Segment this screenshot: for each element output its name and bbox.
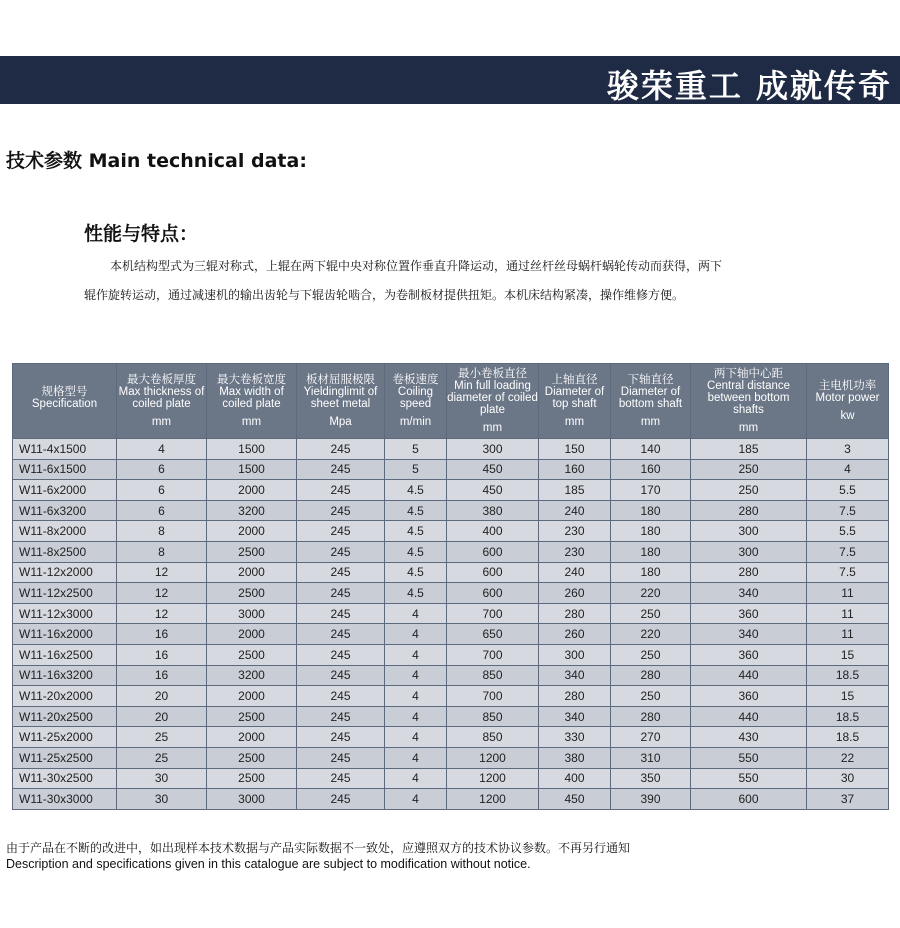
table-cell: 300 <box>691 521 807 542</box>
table-cell: 300 <box>539 644 611 665</box>
table-cell: 3000 <box>207 603 297 624</box>
table-cell: 450 <box>447 459 539 480</box>
table-cell: 30 <box>807 768 889 789</box>
table-cell: 180 <box>611 562 691 583</box>
banner-slogan: 骏荣重工 成就传奇 <box>606 67 892 105</box>
table-cell: 245 <box>297 583 385 604</box>
table-cell: 22 <box>807 747 889 768</box>
table-cell: 245 <box>297 706 385 727</box>
table-cell: 245 <box>297 686 385 707</box>
column-header-unit: kw <box>840 410 855 422</box>
column-header-en: Max width of coiled plate <box>219 386 284 410</box>
table-cell: W11-20x2000 <box>13 686 117 707</box>
table-cell: 30 <box>117 789 207 810</box>
column-header <box>691 364 807 439</box>
table-cell: 280 <box>539 686 611 707</box>
table-cell: 440 <box>691 706 807 727</box>
table-cell: 15 <box>807 686 889 707</box>
table-cell: 3 <box>807 439 889 460</box>
table-row <box>13 541 889 562</box>
table-cell: 8 <box>117 521 207 542</box>
table-cell: W11-20x2500 <box>13 706 117 727</box>
table-cell: 1500 <box>207 439 297 460</box>
table-row <box>13 768 889 789</box>
table-cell: 7.5 <box>807 541 889 562</box>
table-cell: 2500 <box>207 644 297 665</box>
table-cell: W11-25x2000 <box>13 727 117 748</box>
table-cell: 4 <box>385 624 447 645</box>
table-cell: 12 <box>117 603 207 624</box>
table-cell: 160 <box>539 459 611 480</box>
table-row <box>13 500 889 521</box>
table-cell: 240 <box>539 562 611 583</box>
column-header-en: Max thickness of coiled plate <box>118 386 205 410</box>
table-cell: 600 <box>447 562 539 583</box>
table-cell: 600 <box>447 583 539 604</box>
table-cell: 185 <box>691 439 807 460</box>
table-cell: W11-12x2000 <box>13 562 117 583</box>
table-cell: 4.5 <box>385 500 447 521</box>
table-cell: 185 <box>539 480 611 501</box>
table-cell: 245 <box>297 768 385 789</box>
table-cell: W11-30x3000 <box>13 789 117 810</box>
table-cell: 7.5 <box>807 500 889 521</box>
table-cell: 3200 <box>207 500 297 521</box>
table-cell: 2500 <box>207 768 297 789</box>
table-cell: 430 <box>691 727 807 748</box>
column-header-unit: Mpa <box>329 416 352 428</box>
column-header <box>117 364 207 439</box>
table-row <box>13 706 889 727</box>
table-cell: 2000 <box>207 480 297 501</box>
table-cell: 4 <box>385 686 447 707</box>
table-cell: W11-16x3200 <box>13 665 117 686</box>
table-cell: 16 <box>117 665 207 686</box>
column-header-cn: 主电机功率 <box>818 380 877 392</box>
table-cell: 4 <box>385 789 447 810</box>
column-header-unit: m/min <box>399 416 432 428</box>
table-cell: 8 <box>117 541 207 562</box>
column-header-en: Min full loading diameter of coiled plate <box>447 380 538 416</box>
table-row <box>13 480 889 501</box>
table-cell: 260 <box>539 624 611 645</box>
table-cell: 380 <box>539 747 611 768</box>
table-cell: W11-4x1500 <box>13 439 117 460</box>
table-cell: 850 <box>447 727 539 748</box>
table-cell: 5 <box>385 459 447 480</box>
table-cell: 245 <box>297 541 385 562</box>
table-cell: 230 <box>539 541 611 562</box>
table-cell: 11 <box>807 583 889 604</box>
table-cell: 12 <box>117 562 207 583</box>
table-cell: 230 <box>539 521 611 542</box>
table-cell: 700 <box>447 644 539 665</box>
table-cell: 850 <box>447 706 539 727</box>
table-row <box>13 624 889 645</box>
table-cell: 1200 <box>447 789 539 810</box>
table-cell: 245 <box>297 459 385 480</box>
table-cell: 16 <box>117 624 207 645</box>
table-cell: W11-16x2000 <box>13 624 117 645</box>
table-cell: 245 <box>297 500 385 521</box>
table-cell: 4 <box>385 727 447 748</box>
table-cell: 37 <box>807 789 889 810</box>
column-header-cn: 最小卷板直径 <box>458 368 527 380</box>
column-header <box>385 364 447 439</box>
table-cell: 2500 <box>207 541 297 562</box>
column-header-en: Specification <box>31 398 98 410</box>
table-cell: 7.5 <box>807 562 889 583</box>
table-cell: 340 <box>539 706 611 727</box>
table-cell: 25 <box>117 727 207 748</box>
table-cell: 6 <box>117 480 207 501</box>
table-cell: 700 <box>447 603 539 624</box>
column-header-en: Diameter of bottom shaft <box>618 386 683 410</box>
table-cell: 140 <box>611 439 691 460</box>
table-cell: 280 <box>691 562 807 583</box>
footnote-en: Description and specifications given in this catalogue are subject to modification without notice. <box>6 857 531 871</box>
column-header-en: Coiling speed <box>397 386 434 410</box>
table-row <box>13 439 889 460</box>
table-cell: W11-12x3000 <box>13 603 117 624</box>
table-cell: 450 <box>539 789 611 810</box>
table-cell: 18.5 <box>807 665 889 686</box>
table-row <box>13 603 889 624</box>
table-cell: 280 <box>691 500 807 521</box>
table-cell: 5 <box>385 439 447 460</box>
table-cell: 700 <box>447 686 539 707</box>
table-cell: 1200 <box>447 747 539 768</box>
column-header-en: Diameter of top shaft <box>544 386 605 410</box>
table-cell: 4 <box>385 747 447 768</box>
table-cell: 350 <box>611 768 691 789</box>
table-cell: 360 <box>691 603 807 624</box>
table-cell: 330 <box>539 727 611 748</box>
table-cell: 250 <box>611 686 691 707</box>
table-cell: 2000 <box>207 727 297 748</box>
table-body <box>13 439 889 810</box>
table-cell: 4.5 <box>385 541 447 562</box>
table-cell: 650 <box>447 624 539 645</box>
table-row <box>13 727 889 748</box>
table-cell: 245 <box>297 727 385 748</box>
column-header-en: Yieldinglimit of sheet metal <box>303 386 378 410</box>
table-cell: 380 <box>447 500 539 521</box>
table-cell: 4.5 <box>385 480 447 501</box>
table-cell: 280 <box>611 665 691 686</box>
column-header <box>539 364 611 439</box>
table-cell: 2000 <box>207 562 297 583</box>
table-cell: 4 <box>385 768 447 789</box>
table-cell: 6 <box>117 500 207 521</box>
table-cell: 180 <box>611 521 691 542</box>
table-row <box>13 644 889 665</box>
table-cell: 600 <box>447 541 539 562</box>
footnote-cn: 由于产品在不断的改进中，如出现样本技术数据与产品实际数据不一致处，应遵照双方的技术协议参数。不再另行通知 <box>6 841 631 855</box>
table-cell: 260 <box>539 583 611 604</box>
column-header <box>13 364 117 439</box>
table-cell: 4.5 <box>385 521 447 542</box>
table-row <box>13 665 889 686</box>
table-cell: 11 <box>807 603 889 624</box>
table-cell: W11-6x3200 <box>13 500 117 521</box>
table-cell: 2500 <box>207 747 297 768</box>
table-cell: 4.5 <box>385 583 447 604</box>
column-header-unit: mm <box>738 422 759 434</box>
column-header-cn: 卷板速度 <box>392 374 439 386</box>
column-header-cn: 两下轴中心距 <box>714 368 783 380</box>
table-cell: 2000 <box>207 686 297 707</box>
table-cell: 245 <box>297 644 385 665</box>
table-cell: 4 <box>385 665 447 686</box>
column-header <box>297 364 385 439</box>
column-header-unit: mm <box>564 416 585 428</box>
table-cell: 2500 <box>207 583 297 604</box>
table-cell: 245 <box>297 747 385 768</box>
table-cell: 18.5 <box>807 727 889 748</box>
table-cell: 245 <box>297 439 385 460</box>
column-header-unit: mm <box>640 416 661 428</box>
table-cell: 1200 <box>447 768 539 789</box>
table-cell: 245 <box>297 665 385 686</box>
table-cell: 240 <box>539 500 611 521</box>
table-cell: 300 <box>447 439 539 460</box>
table-cell: 18.5 <box>807 706 889 727</box>
table-cell: 25 <box>117 747 207 768</box>
table-cell: 850 <box>447 665 539 686</box>
section-title: 技术参数 Main technical data: <box>6 150 307 172</box>
column-header <box>807 364 889 439</box>
table-cell: 160 <box>611 459 691 480</box>
table-header-row <box>13 364 889 439</box>
table-cell: 3200 <box>207 665 297 686</box>
table-cell: 340 <box>691 583 807 604</box>
table-cell: 3000 <box>207 789 297 810</box>
table-cell: 12 <box>117 583 207 604</box>
column-header <box>207 364 297 439</box>
table-cell: 30 <box>117 768 207 789</box>
table-cell: 4 <box>385 706 447 727</box>
table-row <box>13 521 889 542</box>
table-cell: 16 <box>117 644 207 665</box>
table-cell: 4 <box>385 603 447 624</box>
table-row <box>13 789 889 810</box>
table-row <box>13 686 889 707</box>
table-cell: 280 <box>539 603 611 624</box>
column-header-en: Central distance between bottom shafts <box>706 380 791 416</box>
table-cell: 300 <box>691 541 807 562</box>
table-row <box>13 562 889 583</box>
table-cell: 360 <box>691 644 807 665</box>
column-header-cn: 最大卷板宽度 <box>217 374 286 386</box>
table-cell: 15 <box>807 644 889 665</box>
table-row <box>13 459 889 480</box>
table-cell: W11-30x2500 <box>13 768 117 789</box>
table-cell: 1500 <box>207 459 297 480</box>
table-cell: 4 <box>385 644 447 665</box>
table-cell: 250 <box>691 480 807 501</box>
column-header <box>611 364 691 439</box>
table-cell: W11-12x2500 <box>13 583 117 604</box>
column-header-cn: 上轴直径 <box>551 374 598 386</box>
table-cell: 600 <box>691 789 807 810</box>
table-cell: 440 <box>691 665 807 686</box>
table-cell: 270 <box>611 727 691 748</box>
column-header-unit: mm <box>241 416 262 428</box>
table-cell: 250 <box>611 603 691 624</box>
table-cell: 20 <box>117 686 207 707</box>
table-cell: 550 <box>691 768 807 789</box>
table-cell: 150 <box>539 439 611 460</box>
table-cell: W11-8x2500 <box>13 541 117 562</box>
table-cell: 180 <box>611 541 691 562</box>
table-cell: 360 <box>691 686 807 707</box>
table-cell: W11-8x2000 <box>13 521 117 542</box>
spec-table <box>12 363 889 810</box>
table-cell: 400 <box>447 521 539 542</box>
table-cell: 245 <box>297 521 385 542</box>
table-row <box>13 747 889 768</box>
column-header-cn: 最大卷板厚度 <box>127 374 196 386</box>
table-cell: 400 <box>539 768 611 789</box>
table-cell: 340 <box>539 665 611 686</box>
table-cell: 11 <box>807 624 889 645</box>
table-cell: 2500 <box>207 706 297 727</box>
table-cell: 2000 <box>207 624 297 645</box>
table-cell: W11-16x2500 <box>13 644 117 665</box>
table-cell: 310 <box>611 747 691 768</box>
features-text-line-1: 本机结构型式为三辊对称式，上辊在两下辊中央对称位置作垂直升降运动，通过丝杆丝母蜗杆蜗轮传动而获得，两下 <box>110 259 723 273</box>
table-row <box>13 583 889 604</box>
table-cell: 6 <box>117 459 207 480</box>
table-cell: 245 <box>297 624 385 645</box>
table-cell: 550 <box>691 747 807 768</box>
table-cell: 390 <box>611 789 691 810</box>
table-cell: 340 <box>691 624 807 645</box>
table-cell: 220 <box>611 624 691 645</box>
table-cell: W11-25x2500 <box>13 747 117 768</box>
table-cell: 245 <box>297 480 385 501</box>
table-cell: 4 <box>117 439 207 460</box>
column-header-en: Motor power <box>815 392 880 404</box>
table-cell: 245 <box>297 789 385 810</box>
table-cell: 245 <box>297 562 385 583</box>
table-cell: 20 <box>117 706 207 727</box>
header-banner <box>0 56 900 104</box>
table-cell: 250 <box>611 644 691 665</box>
table-cell: 4 <box>807 459 889 480</box>
table-cell: 5.5 <box>807 521 889 542</box>
table-cell: 5.5 <box>807 480 889 501</box>
column-header-cn: 板材屈服极限 <box>306 374 375 386</box>
table-cell: 4.5 <box>385 562 447 583</box>
features-title: 性能与特点： <box>84 223 199 245</box>
table-cell: 250 <box>691 459 807 480</box>
table-cell: 220 <box>611 583 691 604</box>
column-header-unit: mm <box>482 422 503 434</box>
column-header-cn: 下轴直径 <box>627 374 674 386</box>
table-cell: 180 <box>611 500 691 521</box>
table-cell: W11-6x2000 <box>13 480 117 501</box>
features-text-line-2: 辊作旋转运动，通过减速机的输出齿轮与下辊齿轮啮合，为卷制板材提供扭矩。本机床结构紧凑，操作维修方便。 <box>84 288 685 302</box>
table-cell: 245 <box>297 603 385 624</box>
column-header-unit: mm <box>151 416 172 428</box>
table-cell: 2000 <box>207 521 297 542</box>
table-cell: 170 <box>611 480 691 501</box>
table-cell: W11-6x1500 <box>13 459 117 480</box>
table-cell: 450 <box>447 480 539 501</box>
column-header-cn: 规格型号 <box>41 386 88 398</box>
table-cell: 280 <box>611 706 691 727</box>
column-header <box>447 364 539 439</box>
